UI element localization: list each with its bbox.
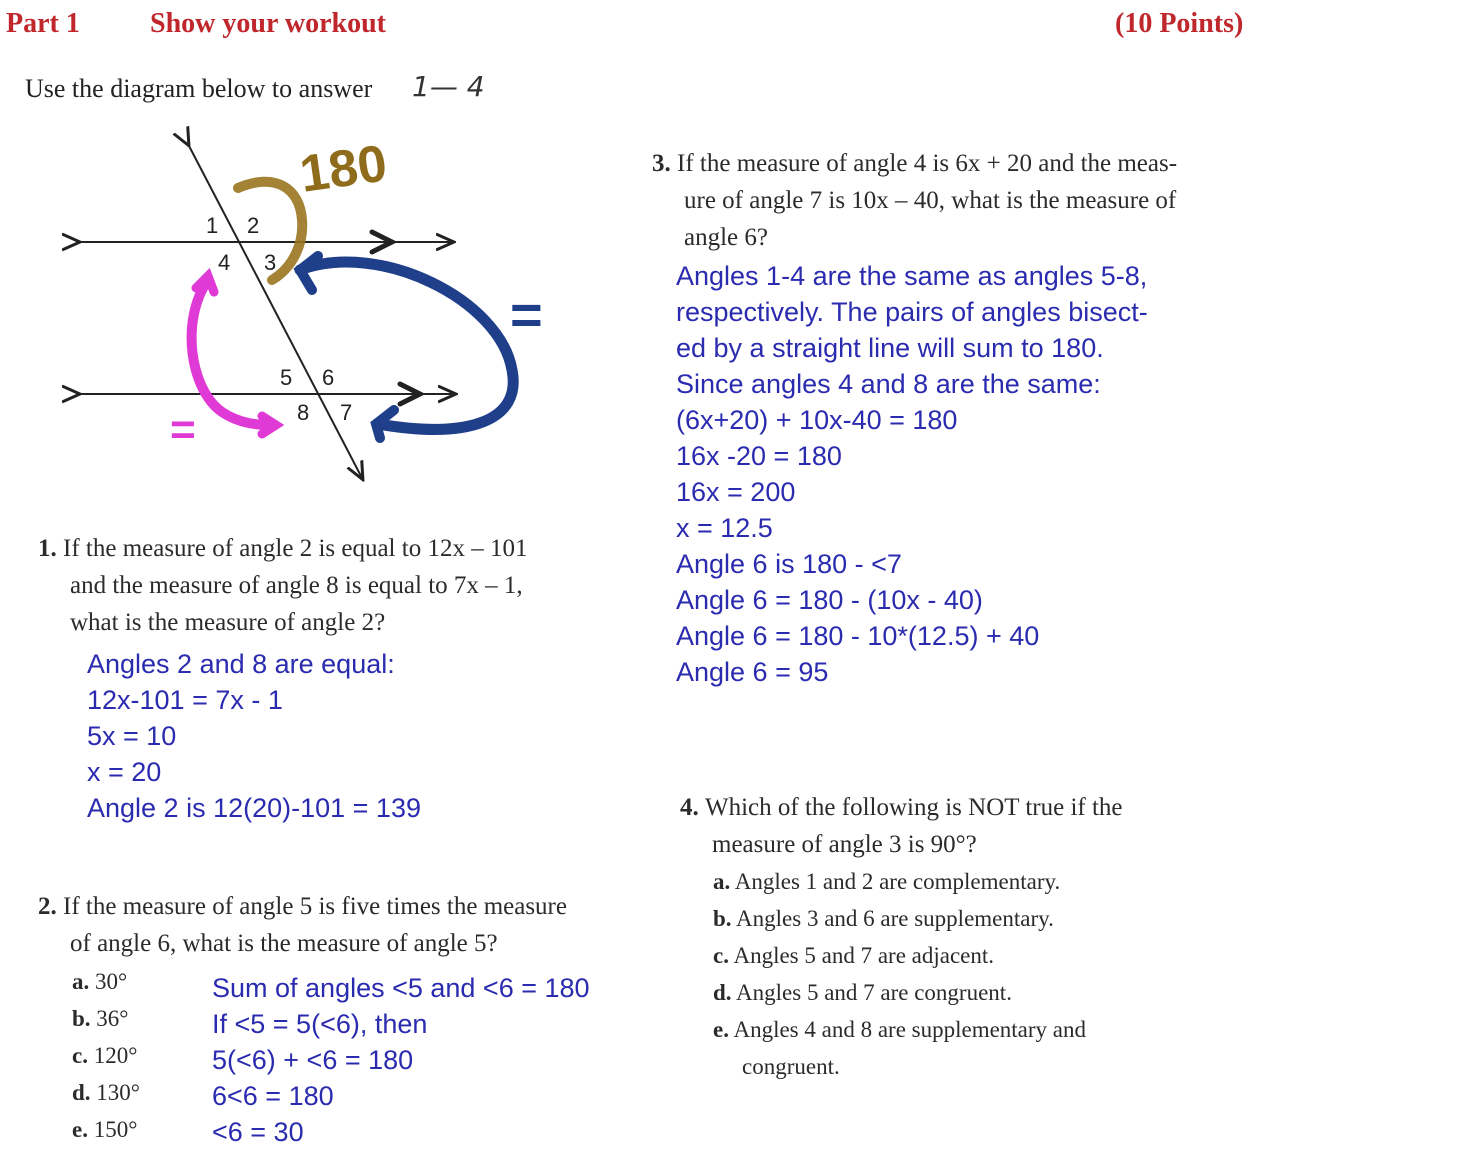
blue-arrow — [300, 262, 513, 429]
question-2 — [38, 888, 567, 962]
q1-answer-line: 5x = 10 — [87, 721, 177, 751]
q2-choice-b: b. 36° — [72, 1006, 129, 1031]
q1-line-1: If the measure of angle 2 is equal to 12x – 101 — [63, 535, 528, 562]
q4-choice-c: c. Angles 5 and 7 are adjacent. — [713, 943, 995, 968]
q1-line-3: what is the measure of angle 2? — [70, 609, 386, 636]
magenta-arrow — [192, 280, 272, 425]
q3-number: 3. — [652, 150, 671, 177]
q1-number: 1. — [38, 535, 57, 562]
part-label: Part 1 — [6, 8, 80, 39]
q2-line-1: If the measure of angle 5 is five times the measure — [63, 893, 567, 920]
angle-label-1: 1 — [206, 213, 219, 238]
q3-line-1: If the measure of angle 4 is 6x + 20 and the meas- — [677, 150, 1178, 177]
points-label: (10 Points) — [1115, 8, 1244, 39]
q3-answer-line: Angle 6 is 180 - <7 — [676, 549, 902, 579]
q2-line-2: of angle 6, what is the measure of angle 5? — [70, 930, 498, 957]
q2-answer-line: Sum of angles <5 and <6 = 180 — [212, 973, 590, 1003]
question-1 — [38, 530, 527, 641]
q3-answer-line: Angle 6 = 180 - 10*(12.5) + 40 — [676, 621, 1040, 651]
q1-answer — [87, 646, 421, 826]
q4-choice-e: e. Angles 4 and 8 are supplementary and — [713, 1017, 1087, 1042]
q4-line-2: measure of angle 3 is 90°? — [712, 831, 977, 858]
q2-choices — [72, 963, 140, 1148]
handwritten-range: 1— 4 — [412, 70, 485, 103]
q3-answer-line: Since angles 4 and 8 are the same: — [676, 369, 1101, 399]
q4-number: 4. — [680, 794, 699, 821]
q3-answer-line: 16x = 200 — [676, 477, 796, 507]
angle-label-2: 2 — [247, 213, 260, 238]
annotation-equal-left: = — [170, 405, 196, 454]
parallel-lines-diagram — [0, 120, 620, 500]
q3-answer-line: Angles 1-4 are the same as angles 5-8, — [676, 261, 1148, 291]
question-4 — [680, 789, 1123, 863]
q1-line-2: and the measure of angle 8 is equal to 7x – 1, — [70, 572, 523, 599]
q2-answer-line: 6<6 = 180 — [212, 1081, 334, 1111]
q3-answer-line: Angle 6 = 95 — [676, 657, 829, 687]
q2-choice-a: a. 30° — [72, 969, 128, 994]
q2-number: 2. — [38, 893, 57, 920]
q4-choice-e-cont: congruent. — [742, 1054, 840, 1079]
q4-line-1: Which of the following is NOT true if the — [705, 794, 1123, 821]
q3-answer-line: Angle 6 = 180 - (10x - 40) — [676, 585, 983, 615]
q2-answer-line: 5(<6) + <6 = 180 — [212, 1045, 414, 1075]
angle-label-7: 7 — [340, 400, 353, 425]
q2-choice-c: c. 120° — [72, 1043, 138, 1068]
blue-arrowhead-top — [300, 256, 318, 290]
q2-answer-line: <6 = 30 — [212, 1117, 304, 1147]
angle-label-6: 6 — [322, 365, 335, 390]
q3-answer-line: respectively. The pairs of angles bisect- — [676, 297, 1148, 327]
angle-label-3: 3 — [264, 250, 277, 275]
intro-text: Use the diagram below to answer — [25, 74, 373, 103]
question-3 — [652, 145, 1177, 256]
angle-label-8: 8 — [297, 400, 310, 425]
q3-line-3: angle 6? — [684, 224, 768, 251]
q4-choice-b: b. Angles 3 and 6 are supplementary. — [713, 906, 1054, 931]
q4-choice-a: a. Angles 1 and 2 are complementary. — [713, 869, 1061, 894]
section-title: Show your workout — [150, 8, 386, 39]
q2-choice-d: d. 130° — [72, 1080, 140, 1105]
q3-answer-line: 16x -20 = 180 — [676, 441, 842, 471]
q4-choices — [713, 863, 1086, 1085]
q3-answer-line: ed by a straight line will sum to 180. — [676, 333, 1104, 363]
q1-answer-line: x = 20 — [87, 757, 162, 787]
q3-answer — [676, 258, 1148, 690]
q1-answer-line: 12x-101 = 7x - 1 — [87, 685, 283, 715]
q2-answer-line: If <5 = 5(<6), then — [212, 1009, 428, 1039]
q3-line-2: ure of angle 7 is 10x – 40, what is the measure of — [684, 187, 1177, 214]
annotation-equal-right: = — [510, 283, 543, 346]
q1-answer-line: Angles 2 and 8 are equal: — [87, 649, 395, 679]
angle-label-5: 5 — [280, 365, 293, 390]
angle-label-4: 4 — [218, 250, 231, 275]
q3-answer-line: x = 12.5 — [676, 513, 773, 543]
q2-choice-e: e. 150° — [72, 1117, 138, 1142]
q4-choice-d: d. Angles 5 and 7 are congruent. — [713, 980, 1012, 1005]
q2-answer — [212, 970, 590, 1150]
q1-answer-line: Angle 2 is 12(20)-101 = 139 — [87, 793, 421, 823]
q3-answer-line: (6x+20) + 10x-40 = 180 — [676, 405, 958, 435]
annotation-180: 180 — [296, 134, 391, 204]
